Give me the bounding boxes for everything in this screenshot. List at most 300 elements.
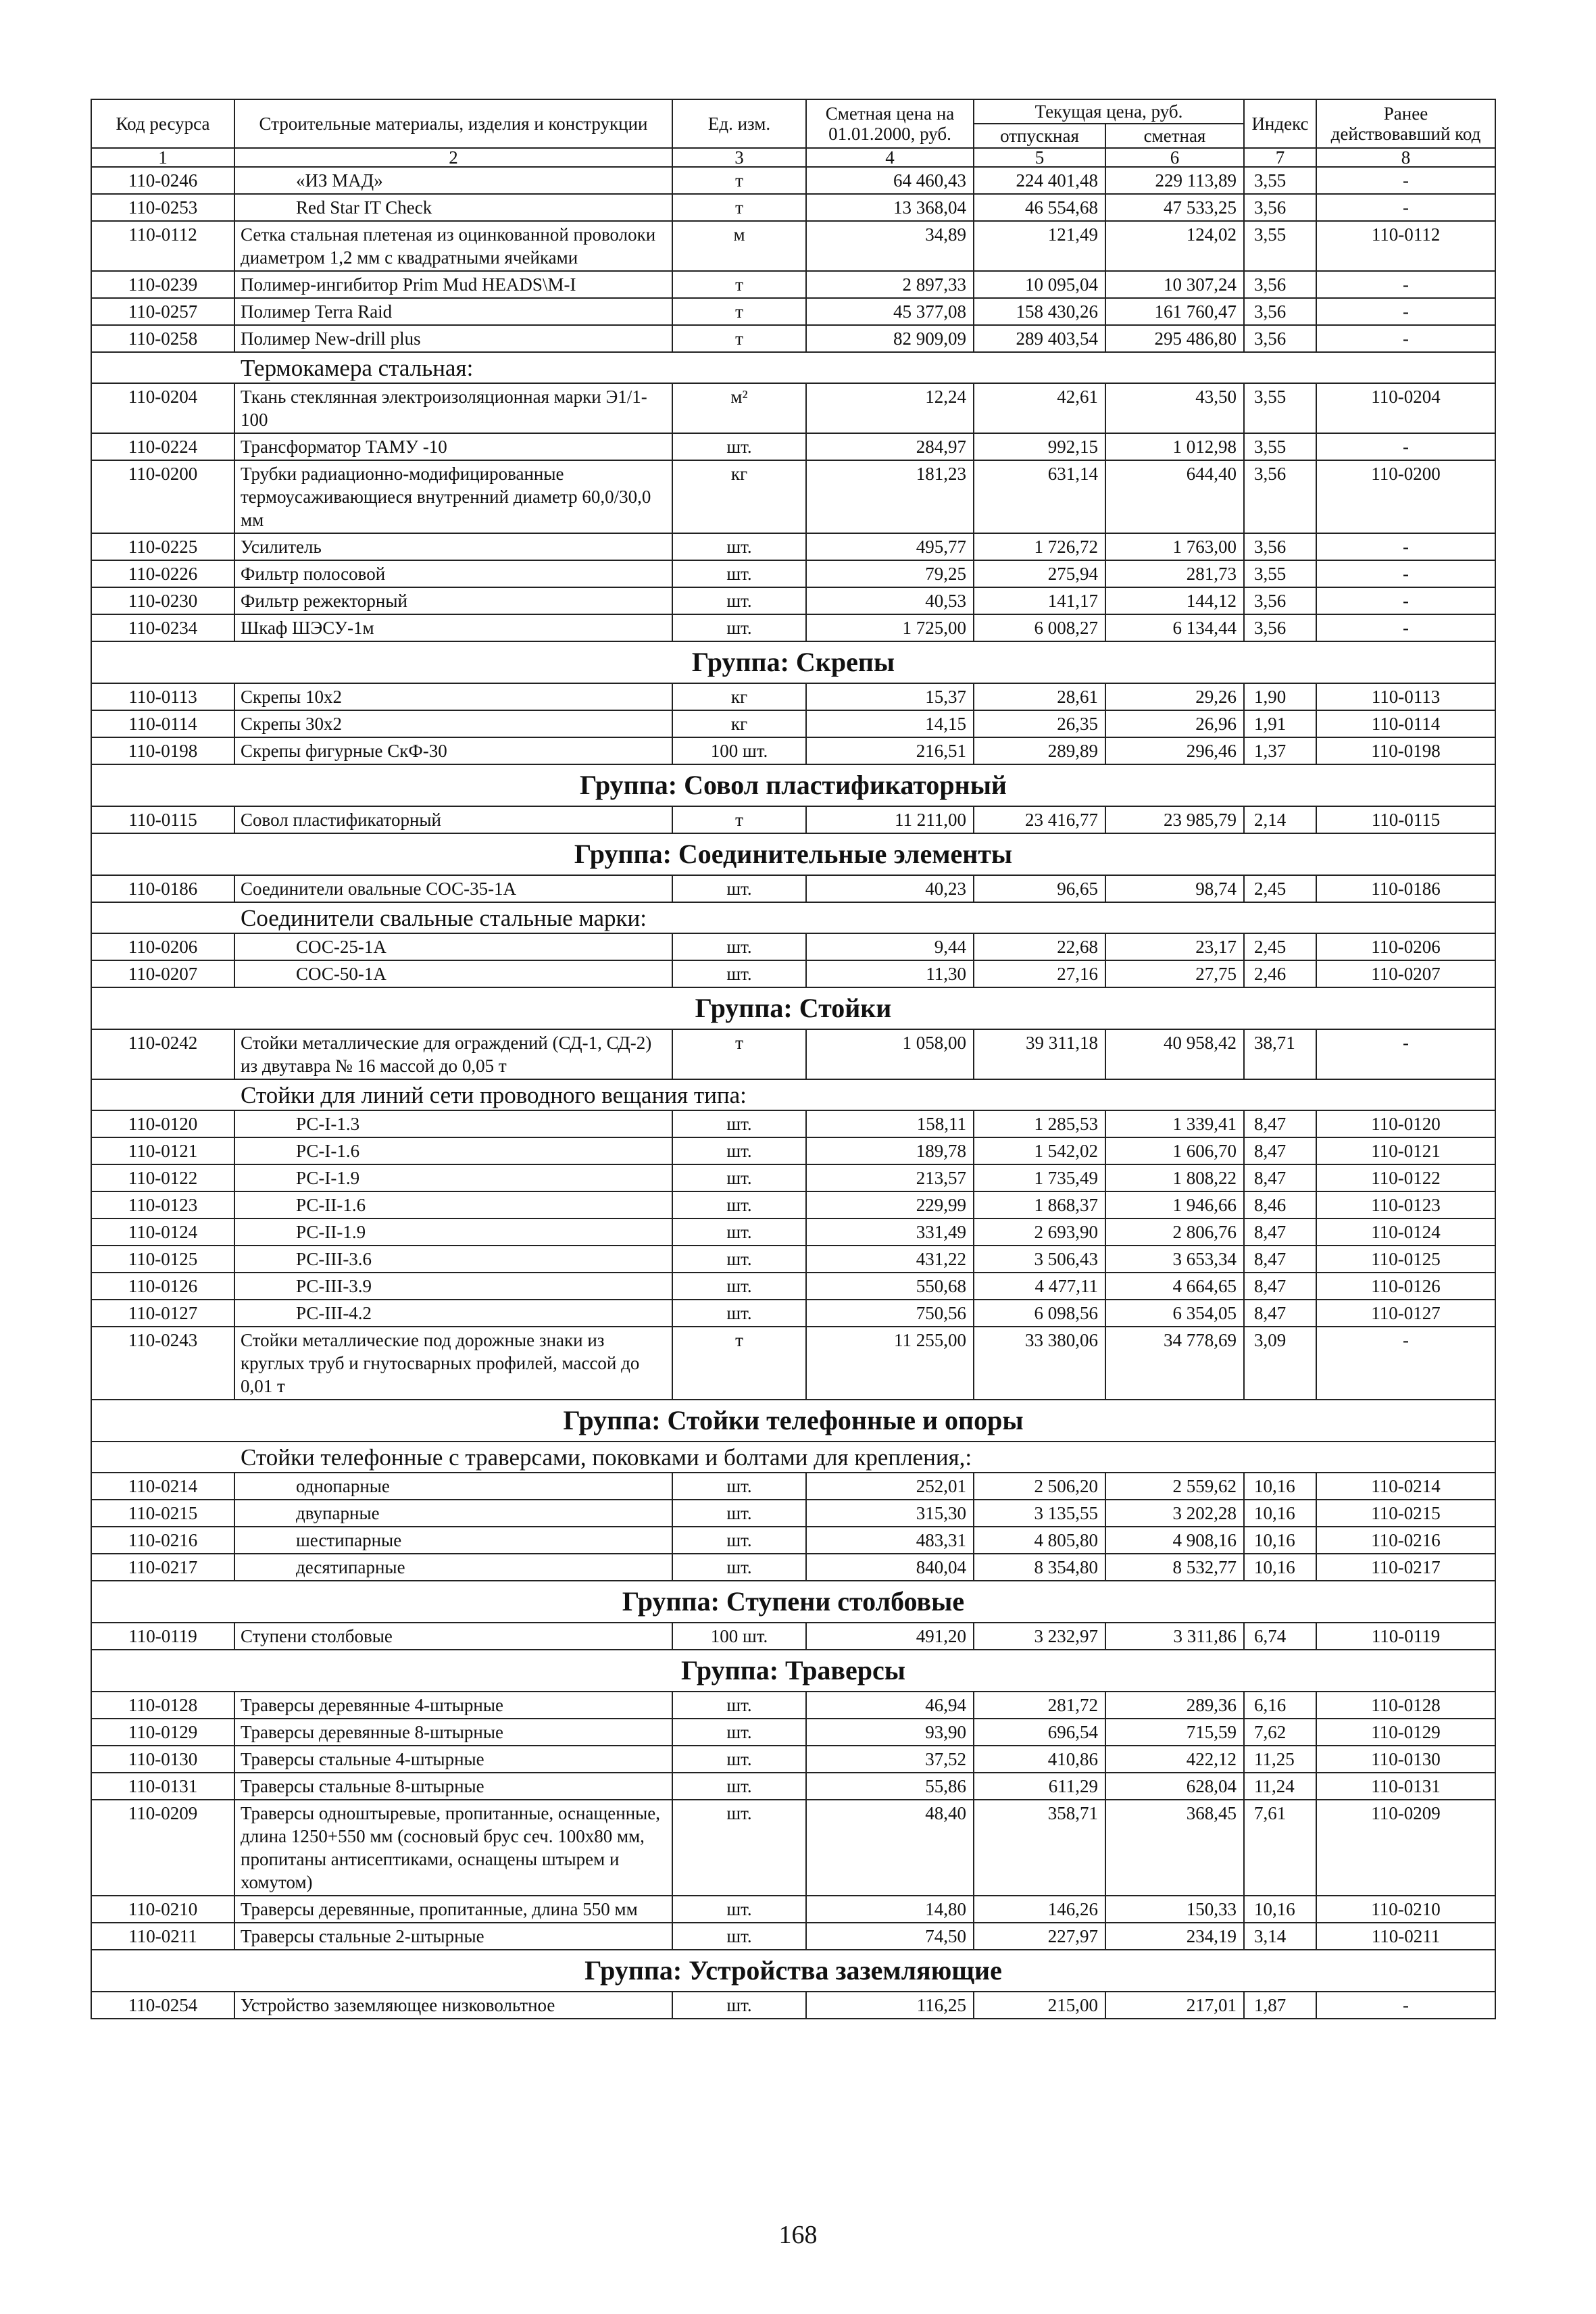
previous-code-cell: -	[1316, 298, 1495, 325]
release-price-cell: 1 868,37	[974, 1191, 1105, 1218]
material-name-cell: шестипарные	[234, 1527, 672, 1554]
table-row	[91, 683, 1495, 710]
base-price-cell: 64 460,43	[806, 167, 974, 194]
release-price-cell: 611,29	[974, 1773, 1105, 1800]
index-cell: 1,87	[1244, 1992, 1316, 2019]
table-row	[91, 1300, 1495, 1327]
release-price-cell: 28,61	[974, 683, 1105, 710]
release-price-cell: 42,61	[974, 383, 1105, 433]
release-price-cell: 8 354,80	[974, 1554, 1105, 1581]
unit-cell: кг	[672, 460, 806, 533]
resource-code-cell: 110-0130	[91, 1746, 234, 1773]
material-name-cell: Совол пластификаторный	[234, 806, 672, 833]
column-number: 5	[974, 148, 1105, 167]
index-cell: 10,16	[1244, 1896, 1316, 1923]
table-row	[91, 933, 1495, 960]
resource-code-cell: 110-0129	[91, 1719, 234, 1746]
base-price-cell: 284,97	[806, 433, 974, 460]
release-price-cell: 3 506,43	[974, 1246, 1105, 1273]
base-price-cell: 840,04	[806, 1554, 974, 1581]
resource-code-cell: 110-0230	[91, 587, 234, 614]
base-price-cell: 79,25	[806, 560, 974, 587]
base-price-cell: 116,25	[806, 1992, 974, 2019]
estimate-price-cell: 1 606,70	[1105, 1137, 1244, 1164]
unit-cell: шт.	[672, 1110, 806, 1137]
previous-code-cell: 110-0209	[1316, 1800, 1495, 1896]
release-price-cell: 227,97	[974, 1923, 1105, 1950]
material-name-cell: Шкаф ШЭСУ-1м	[234, 614, 672, 641]
index-cell: 3,56	[1244, 194, 1316, 221]
base-price-cell: 1 725,00	[806, 614, 974, 641]
base-price-cell: 431,22	[806, 1246, 974, 1273]
estimate-price-cell: 6 354,05	[1105, 1300, 1244, 1327]
estimate-price-cell: 644,40	[1105, 460, 1244, 533]
subheading: Термокамера стальная:	[91, 352, 1495, 383]
index-cell: 6,16	[1244, 1692, 1316, 1719]
index-cell: 3,55	[1244, 560, 1316, 587]
table-row	[91, 1746, 1495, 1773]
previous-code-cell: -	[1316, 433, 1495, 460]
unit-cell: т	[672, 806, 806, 833]
previous-code-cell: 110-0127	[1316, 1300, 1495, 1327]
subheading-row	[91, 902, 1495, 933]
estimate-price-cell: 27,75	[1105, 960, 1244, 987]
previous-code-cell: 110-0122	[1316, 1164, 1495, 1191]
resource-code-cell: 110-0186	[91, 875, 234, 902]
material-name-cell: Полимер Terra Raid	[234, 298, 672, 325]
release-price-cell: 10 095,04	[974, 271, 1105, 298]
column-number: 8	[1316, 148, 1495, 167]
base-price-cell: 93,90	[806, 1719, 974, 1746]
base-price-cell: 55,86	[806, 1773, 974, 1800]
release-price-cell: 23 416,77	[974, 806, 1105, 833]
index-cell: 2,46	[1244, 960, 1316, 987]
base-price-cell: 14,80	[806, 1896, 974, 1923]
release-price-cell: 4 477,11	[974, 1273, 1105, 1300]
previous-code-cell: 110-0113	[1316, 683, 1495, 710]
table-row	[91, 806, 1495, 833]
unit-cell: шт.	[672, 1992, 806, 2019]
release-price-cell: 1 726,72	[974, 533, 1105, 560]
base-price-cell: 48,40	[806, 1800, 974, 1896]
table-row	[91, 560, 1495, 587]
unit-cell: шт.	[672, 1246, 806, 1273]
column-number: 2	[234, 148, 672, 167]
base-price-cell: 550,68	[806, 1273, 974, 1300]
resource-code-cell: 110-0131	[91, 1773, 234, 1800]
previous-code-cell: -	[1316, 325, 1495, 352]
index-cell: 10,16	[1244, 1554, 1316, 1581]
release-price-cell: 158 430,26	[974, 298, 1105, 325]
material-name-cell: Траверсы одноштыревые, пропитанные, оснащенные, длина 1250+550 мм (сосновый брус сеч. 100х80 мм, пропитаны антисептиками, оснащены штырем и хомутом)	[234, 1800, 672, 1896]
column-number-row	[91, 148, 1495, 167]
index-cell: 10,16	[1244, 1473, 1316, 1500]
unit-cell: т	[672, 298, 806, 325]
previous-code-cell: -	[1316, 533, 1495, 560]
table-row	[91, 1273, 1495, 1300]
material-name-cell: Трансформатор ТАМУ -10	[234, 433, 672, 460]
material-name-cell: РС-I-1.6	[234, 1137, 672, 1164]
base-price-cell: 189,78	[806, 1137, 974, 1164]
resource-code-cell: 110-0258	[91, 325, 234, 352]
column-number: 1	[91, 148, 234, 167]
unit-cell: шт.	[672, 1300, 806, 1327]
material-name-cell: Стойки металлические для ограждений (СД-1, СД-2) из двутавра № 16 массой до 0,05 т	[234, 1029, 672, 1079]
release-price-cell: 4 805,80	[974, 1527, 1105, 1554]
group-heading: Группа: Стойки	[91, 987, 1495, 1029]
material-name-cell: Полимер-ингибитор Prim Mud HEADS\M-I	[234, 271, 672, 298]
index-cell: 7,61	[1244, 1800, 1316, 1896]
material-name-cell: СОС-50-1А	[234, 960, 672, 987]
table-row	[91, 1137, 1495, 1164]
estimate-price-cell: 124,02	[1105, 221, 1244, 271]
previous-code-cell: 110-0124	[1316, 1218, 1495, 1246]
release-price-cell: 631,14	[974, 460, 1105, 533]
material-name-cell: РС-III-3.9	[234, 1273, 672, 1300]
previous-code-cell: -	[1316, 587, 1495, 614]
material-name-cell: Траверсы деревянные 8-штырные	[234, 1719, 672, 1746]
base-price-cell: 213,57	[806, 1164, 974, 1191]
resource-code-cell: 110-0215	[91, 1500, 234, 1527]
release-price-cell: 2 506,20	[974, 1473, 1105, 1500]
previous-code-cell: 110-0123	[1316, 1191, 1495, 1218]
estimate-price-cell: 234,19	[1105, 1923, 1244, 1950]
unit-cell: т	[672, 1327, 806, 1400]
previous-code-cell: 110-0131	[1316, 1773, 1495, 1800]
previous-code-cell: 110-0128	[1316, 1692, 1495, 1719]
resource-code-cell: 110-0204	[91, 383, 234, 433]
unit-cell: 100 шт.	[672, 1623, 806, 1650]
resource-code-cell: 110-0207	[91, 960, 234, 987]
base-price-cell: 495,77	[806, 533, 974, 560]
resource-code-cell: 110-0121	[91, 1137, 234, 1164]
resource-code-cell: 110-0239	[91, 271, 234, 298]
previous-code-cell: 110-0200	[1316, 460, 1495, 533]
material-name-cell: РС-I-1.9	[234, 1164, 672, 1191]
index-cell: 3,14	[1244, 1923, 1316, 1950]
base-price-cell: 14,15	[806, 710, 974, 737]
estimate-price-cell: 422,12	[1105, 1746, 1244, 1773]
unit-cell: шт.	[672, 875, 806, 902]
release-price-cell: 3 135,55	[974, 1500, 1105, 1527]
resource-code-cell: 110-0122	[91, 1164, 234, 1191]
column-number: 3	[672, 148, 806, 167]
table-row	[91, 1218, 1495, 1246]
previous-code-cell: 110-0130	[1316, 1746, 1495, 1773]
index-cell: 8,47	[1244, 1246, 1316, 1273]
base-price-cell: 2 897,33	[806, 271, 974, 298]
release-price-cell: 3 232,97	[974, 1623, 1105, 1650]
base-price-cell: 46,94	[806, 1692, 974, 1719]
table-row	[91, 221, 1495, 271]
subheading: Соединители свальные стальные марки:	[91, 902, 1495, 933]
unit-cell: шт.	[672, 1191, 806, 1218]
table-row	[91, 325, 1495, 352]
table-row	[91, 1164, 1495, 1191]
resource-code-cell: 110-0206	[91, 933, 234, 960]
base-price-cell: 9,44	[806, 933, 974, 960]
estimate-price-cell: 43,50	[1105, 383, 1244, 433]
unit-cell: шт.	[672, 1746, 806, 1773]
group-heading-row	[91, 1950, 1495, 1992]
estimate-price-cell: 2 559,62	[1105, 1473, 1244, 1500]
table-row	[91, 587, 1495, 614]
estimate-price-cell: 23,17	[1105, 933, 1244, 960]
estimate-price-cell: 368,45	[1105, 1800, 1244, 1896]
table-row	[91, 1191, 1495, 1218]
table-row	[91, 1623, 1495, 1650]
release-price-cell: 6 098,56	[974, 1300, 1105, 1327]
resource-code-cell: 110-0119	[91, 1623, 234, 1650]
release-price-cell: 358,71	[974, 1800, 1105, 1896]
resource-code-cell: 110-0234	[91, 614, 234, 641]
resource-code-cell: 110-0226	[91, 560, 234, 587]
group-heading: Группа: Устройства заземляющие	[91, 1950, 1495, 1992]
resource-code-cell: 110-0257	[91, 298, 234, 325]
unit-cell: шт.	[672, 614, 806, 641]
release-price-cell: 992,15	[974, 433, 1105, 460]
material-name-cell: РС-III-3.6	[234, 1246, 672, 1273]
unit-cell: шт.	[672, 1773, 806, 1800]
table-row	[91, 460, 1495, 533]
resource-code-cell: 110-0217	[91, 1554, 234, 1581]
material-name-cell: Усилитель	[234, 533, 672, 560]
resource-code-cell: 110-0209	[91, 1800, 234, 1896]
estimate-price-cell: 715,59	[1105, 1719, 1244, 1746]
price-table	[91, 99, 1496, 2019]
material-name-cell: РС-III-4.2	[234, 1300, 672, 1327]
col-name-header: Строительные материалы, изделия и конструкции	[234, 99, 672, 148]
unit-cell: шт.	[672, 1218, 806, 1246]
material-name-cell: Полимер New-drill plus	[234, 325, 672, 352]
resource-code-cell: 110-0112	[91, 221, 234, 271]
release-price-cell: 1 735,49	[974, 1164, 1105, 1191]
column-number: 6	[1105, 148, 1244, 167]
base-price-cell: 315,30	[806, 1500, 974, 1527]
subheading-row	[91, 1442, 1495, 1473]
table-row	[91, 1246, 1495, 1273]
unit-cell: шт.	[672, 1500, 806, 1527]
unit-cell: 100 шт.	[672, 737, 806, 764]
index-cell: 10,16	[1244, 1500, 1316, 1527]
price-table-container	[91, 99, 1495, 2019]
material-name-cell: Скрепы 30х2	[234, 710, 672, 737]
release-price-cell: 224 401,48	[974, 167, 1105, 194]
release-price-cell: 289 403,54	[974, 325, 1105, 352]
estimate-price-cell: 3 202,28	[1105, 1500, 1244, 1527]
previous-code-cell: 110-0211	[1316, 1923, 1495, 1950]
material-name-cell: Соединители овальные СОС-35-1А	[234, 875, 672, 902]
unit-cell: шт.	[672, 1164, 806, 1191]
index-cell: 3,55	[1244, 383, 1316, 433]
table-row	[91, 383, 1495, 433]
release-price-cell: 1 542,02	[974, 1137, 1105, 1164]
estimate-price-cell: 1 012,98	[1105, 433, 1244, 460]
unit-cell: шт.	[672, 533, 806, 560]
estimate-price-cell: 26,96	[1105, 710, 1244, 737]
group-heading-row	[91, 764, 1495, 806]
estimate-price-cell: 289,36	[1105, 1692, 1244, 1719]
previous-code-cell: -	[1316, 271, 1495, 298]
release-price-cell: 33 380,06	[974, 1327, 1105, 1400]
group-heading: Группа: Траверсы	[91, 1650, 1495, 1692]
material-name-cell: СОС-25-1А	[234, 933, 672, 960]
table-row	[91, 1773, 1495, 1800]
release-price-cell: 27,16	[974, 960, 1105, 987]
previous-code-cell: 110-0216	[1316, 1527, 1495, 1554]
base-price-cell: 158,11	[806, 1110, 974, 1137]
estimate-price-cell: 144,12	[1105, 587, 1244, 614]
col-prev-code-header: Ранее действовавший код	[1316, 99, 1495, 148]
resource-code-cell: 110-0113	[91, 683, 234, 710]
estimate-price-cell: 10 307,24	[1105, 271, 1244, 298]
previous-code-cell: -	[1316, 614, 1495, 641]
material-name-cell: Трубки радиационно-модифицированные термоусаживающиеся внутренний диаметр 60,0/30,0 мм	[234, 460, 672, 533]
index-cell: 11,25	[1244, 1746, 1316, 1773]
table-row	[91, 533, 1495, 560]
release-price-cell: 215,00	[974, 1992, 1105, 2019]
release-price-cell: 22,68	[974, 933, 1105, 960]
estimate-price-cell: 47 533,25	[1105, 194, 1244, 221]
resource-code-cell: 110-0124	[91, 1218, 234, 1246]
unit-cell: т	[672, 271, 806, 298]
estimate-price-cell: 1 808,22	[1105, 1164, 1244, 1191]
material-name-cell: Стойки металлические под дорожные знаки из круглых труб и гнутосварных профилей, массой до 0,01 т	[234, 1327, 672, 1400]
col-estimate-price-header: сметная	[1105, 124, 1244, 148]
resource-code-cell: 110-0254	[91, 1992, 234, 2019]
unit-cell: шт.	[672, 1473, 806, 1500]
estimate-price-cell: 1 763,00	[1105, 533, 1244, 560]
table-row	[91, 737, 1495, 764]
table-row	[91, 271, 1495, 298]
material-name-cell: Ткань стеклянная электроизоляционная марки Э1/1-100	[234, 383, 672, 433]
previous-code-cell: -	[1316, 167, 1495, 194]
previous-code-cell: -	[1316, 560, 1495, 587]
previous-code-cell: 110-0210	[1316, 1896, 1495, 1923]
index-cell: 3,55	[1244, 433, 1316, 460]
unit-cell: шт.	[672, 1719, 806, 1746]
estimate-price-cell: 229 113,89	[1105, 167, 1244, 194]
previous-code-cell: 110-0112	[1316, 221, 1495, 271]
index-cell: 3,56	[1244, 271, 1316, 298]
index-cell: 3,56	[1244, 325, 1316, 352]
page-number: 168	[778, 2221, 818, 2249]
index-cell: 3,56	[1244, 533, 1316, 560]
resource-code-cell: 110-0128	[91, 1692, 234, 1719]
col-current-price-header: Текущая цена, руб.	[974, 99, 1244, 124]
group-heading-row	[91, 1581, 1495, 1623]
col-base-price-header: Сметная цена на 01.01.2000, руб.	[806, 99, 974, 148]
unit-cell: шт.	[672, 1554, 806, 1581]
index-cell: 3,56	[1244, 614, 1316, 641]
unit-cell: шт.	[672, 1137, 806, 1164]
base-price-cell: 229,99	[806, 1191, 974, 1218]
index-cell: 8,47	[1244, 1164, 1316, 1191]
estimate-price-cell: 3 311,86	[1105, 1623, 1244, 1650]
resource-code-cell: 110-0214	[91, 1473, 234, 1500]
resource-code-cell: 110-0123	[91, 1191, 234, 1218]
material-name-cell: РС-I-1.3	[234, 1110, 672, 1137]
estimate-price-cell: 1 946,66	[1105, 1191, 1244, 1218]
material-name-cell: Траверсы стальные 8-штырные	[234, 1773, 672, 1800]
previous-code-cell: 110-0186	[1316, 875, 1495, 902]
material-name-cell: Скрепы фигурные СкФ-30	[234, 737, 672, 764]
resource-code-cell: 110-0115	[91, 806, 234, 833]
table-row	[91, 960, 1495, 987]
release-price-cell: 6 008,27	[974, 614, 1105, 641]
base-price-cell: 40,23	[806, 875, 974, 902]
previous-code-cell: 110-0121	[1316, 1137, 1495, 1164]
estimate-price-cell: 161 760,47	[1105, 298, 1244, 325]
index-cell: 1,90	[1244, 683, 1316, 710]
index-cell: 8,47	[1244, 1110, 1316, 1137]
col-index-header: Индекс	[1244, 99, 1316, 148]
previous-code-cell: 110-0204	[1316, 383, 1495, 433]
base-price-cell: 750,56	[806, 1300, 974, 1327]
previous-code-cell: 110-0207	[1316, 960, 1495, 987]
column-number: 7	[1244, 148, 1316, 167]
release-price-cell: 2 693,90	[974, 1218, 1105, 1246]
index-cell: 11,24	[1244, 1773, 1316, 1800]
estimate-price-cell: 3 653,34	[1105, 1246, 1244, 1273]
previous-code-cell: 110-0120	[1316, 1110, 1495, 1137]
release-price-cell: 1 285,53	[974, 1110, 1105, 1137]
release-price-cell: 121,49	[974, 221, 1105, 271]
subheading: Стойки для линий сети проводного вещания типа:	[91, 1079, 1495, 1110]
base-price-cell: 15,37	[806, 683, 974, 710]
group-heading: Группа: Соединительные элементы	[91, 833, 1495, 875]
estimate-price-cell: 34 778,69	[1105, 1327, 1244, 1400]
table-row	[91, 194, 1495, 221]
base-price-cell: 34,89	[806, 221, 974, 271]
index-cell: 3,56	[1244, 460, 1316, 533]
table-row	[91, 1800, 1495, 1896]
group-heading-row	[91, 1650, 1495, 1692]
index-cell: 6,74	[1244, 1623, 1316, 1650]
release-price-cell: 146,26	[974, 1896, 1105, 1923]
resource-code-cell: 110-0243	[91, 1327, 234, 1400]
estimate-price-cell: 6 134,44	[1105, 614, 1244, 641]
resource-code-cell: 110-0114	[91, 710, 234, 737]
index-cell: 2,45	[1244, 875, 1316, 902]
material-name-cell: РС-II-1.9	[234, 1218, 672, 1246]
unit-cell: м	[672, 221, 806, 271]
base-price-cell: 37,52	[806, 1746, 974, 1773]
base-price-cell: 45 377,08	[806, 298, 974, 325]
previous-code-cell: 110-0129	[1316, 1719, 1495, 1746]
unit-cell: шт.	[672, 960, 806, 987]
estimate-price-cell: 29,26	[1105, 683, 1244, 710]
resource-code-cell: 110-0224	[91, 433, 234, 460]
resource-code-cell: 110-0225	[91, 533, 234, 560]
estimate-price-cell: 4 664,65	[1105, 1273, 1244, 1300]
group-heading-row	[91, 641, 1495, 683]
estimate-price-cell: 40 958,42	[1105, 1029, 1244, 1079]
release-price-cell: 410,86	[974, 1746, 1105, 1773]
previous-code-cell: 110-0126	[1316, 1273, 1495, 1300]
material-name-cell: «ИЗ МАД»	[234, 167, 672, 194]
unit-cell: т	[672, 194, 806, 221]
base-price-cell: 11,30	[806, 960, 974, 987]
subheading-row	[91, 352, 1495, 383]
group-heading: Группа: Ступени столбовые	[91, 1581, 1495, 1623]
release-price-cell: 26,35	[974, 710, 1105, 737]
base-price-cell: 331,49	[806, 1218, 974, 1246]
table-row	[91, 1896, 1495, 1923]
resource-code-cell: 110-0125	[91, 1246, 234, 1273]
estimate-price-cell: 4 908,16	[1105, 1527, 1244, 1554]
index-cell: 10,16	[1244, 1527, 1316, 1554]
